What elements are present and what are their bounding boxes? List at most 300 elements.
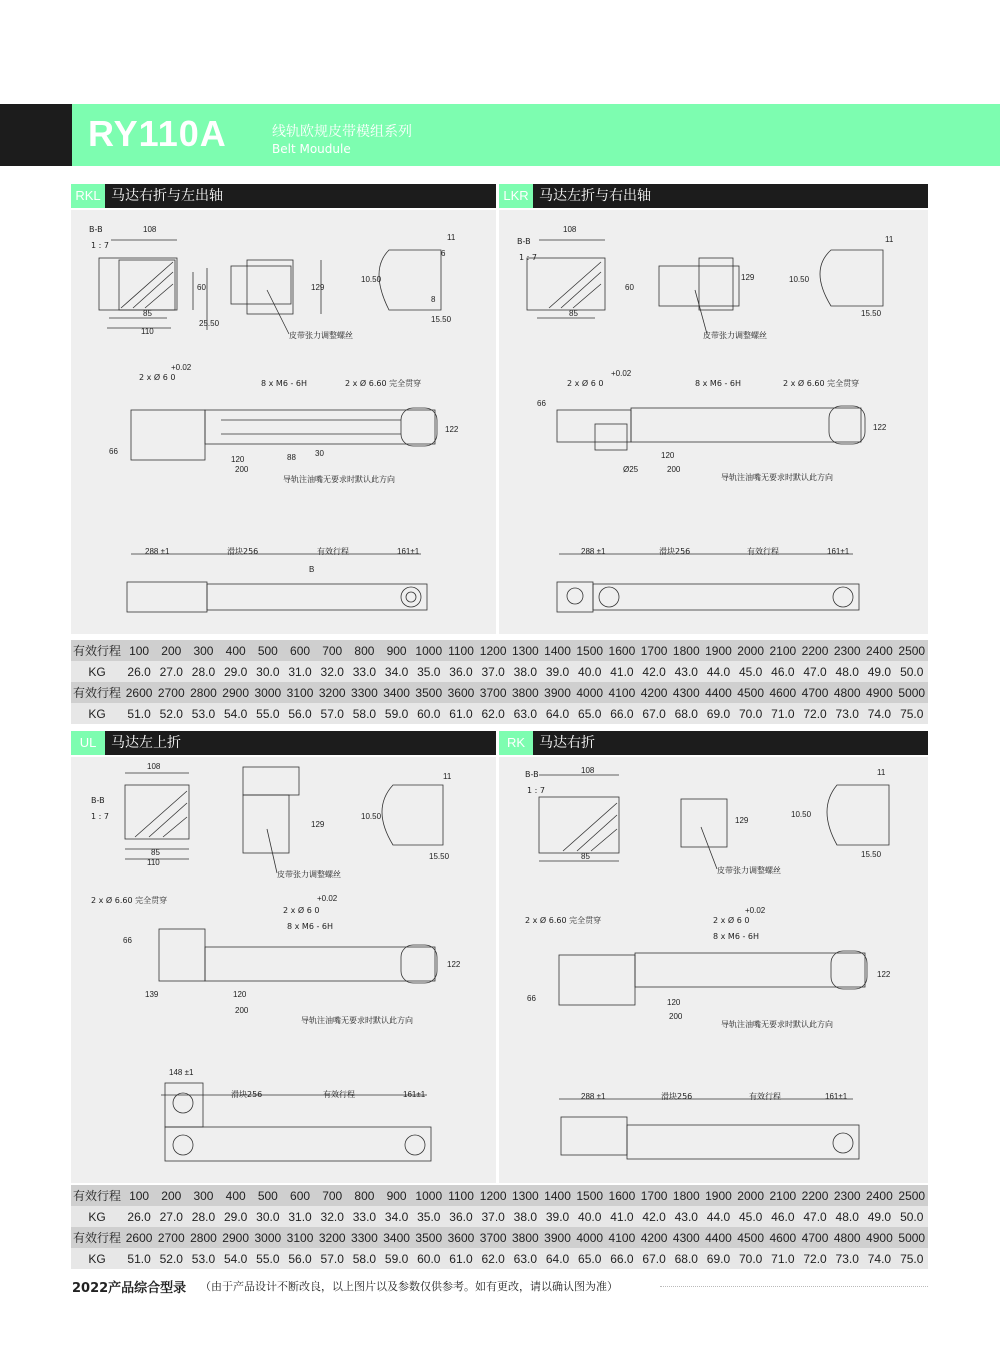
dim-120: 120 [231, 455, 245, 464]
table-cell: 2200 [799, 1185, 831, 1206]
table-cell: 59.0 [381, 703, 413, 724]
dim-11: 11 [885, 235, 894, 244]
dim-200: 200 [669, 1012, 683, 1021]
table-cell: 57.0 [316, 703, 348, 724]
table-cell: 34.0 [381, 1206, 413, 1227]
table-cell: 3700 [477, 1227, 509, 1248]
dim-148: 148 ±1 [169, 1068, 194, 1077]
dim-129: 129 [311, 283, 325, 292]
dim-161: 161±1 [827, 547, 850, 556]
table-cell: 100 [123, 640, 155, 661]
table-cell: 55.0 [252, 1248, 284, 1269]
hole-spec: 8 x M6 - 6H [713, 932, 759, 941]
table-cell: 56.0 [284, 1248, 316, 1269]
through-spec: 2 x Ø 6.60 完全贯穿 [525, 916, 602, 925]
table-cell: 33.0 [348, 661, 380, 682]
row-label: 有效行程 [71, 682, 123, 703]
table-cell: 2000 [735, 640, 767, 661]
dim-10-50: 10.50 [789, 275, 810, 284]
table-cell: 61.0 [445, 703, 477, 724]
section-view-box [99, 258, 177, 310]
table-cell: 63.0 [509, 1248, 541, 1269]
table-cell: 3800 [509, 682, 541, 703]
table-cell: 5000 [896, 682, 929, 703]
table-cell: 62.0 [477, 1248, 509, 1269]
section-code: RKL [71, 184, 105, 208]
table-cell: 75.0 [896, 703, 929, 724]
rail-elevation [207, 584, 427, 610]
dim-110: 110 [147, 858, 160, 867]
rail-plan [205, 410, 435, 444]
table-cell: 3000 [252, 682, 284, 703]
header-black-block [0, 104, 72, 166]
table-cell: 53.0 [187, 1248, 219, 1269]
stroke-label: 有效行程 [747, 547, 779, 556]
table-cell: 45.0 [735, 1206, 767, 1227]
dim-122: 122 [445, 425, 459, 434]
table-cell: 34.0 [381, 661, 413, 682]
table-cell: 4000 [574, 682, 606, 703]
oil-note: 导轨注油嘴无要求时默认此方向 [283, 475, 395, 484]
table-cell: 65.0 [574, 703, 606, 724]
table-cell: 53.0 [187, 703, 219, 724]
table-cell: 2500 [896, 1185, 929, 1206]
table-cell: 3800 [509, 1227, 541, 1248]
pin-spec: 2 x Ø 6 0 [713, 916, 750, 925]
table-cell: 4300 [670, 682, 702, 703]
table-cell: 31.0 [284, 1206, 316, 1227]
through-spec: 2 x Ø 6.60 完全贯穿 [345, 379, 422, 388]
motor-body [231, 266, 291, 304]
table-cell: 43.0 [670, 1206, 702, 1227]
dim-15-50: 15.50 [861, 850, 882, 859]
table-cell: 1800 [670, 640, 702, 661]
section-label: B-B [525, 770, 539, 779]
table-cell: 4800 [831, 682, 863, 703]
table-cell: 900 [381, 1185, 413, 1206]
dim-66: 66 [537, 399, 546, 408]
table-cell: 800 [348, 1185, 380, 1206]
table-cell: 2700 [155, 682, 187, 703]
table-cell: 2600 [123, 1227, 155, 1248]
table-cell: 4000 [574, 1227, 606, 1248]
dim-66: 66 [123, 936, 132, 945]
table-cell: 2900 [220, 682, 252, 703]
table-cell: 38.0 [509, 1206, 541, 1227]
table-cell: 3400 [381, 1227, 413, 1248]
section-bar-ul [71, 731, 496, 755]
table-cell: 4700 [799, 682, 831, 703]
section-code: UL [71, 731, 105, 755]
dim-10-50: 10.50 [791, 810, 812, 819]
kg-row [71, 1248, 928, 1269]
belt-tension-note: 皮带张力调整螺丝 [717, 866, 781, 875]
hole-spec: 8 x M6 - 6H [287, 922, 333, 931]
table-cell: 1000 [413, 1185, 445, 1206]
dim-66: 66 [527, 994, 536, 1003]
table-cell: 300 [187, 640, 219, 661]
through-spec: 2 x Ø 6.60 完全贯穿 [783, 379, 860, 388]
table-cell: 59.0 [381, 1248, 413, 1269]
table-cell: 73.0 [831, 1248, 863, 1269]
hole-spec: 8 x M6 - 6H [695, 379, 741, 388]
table-cell: 42.0 [638, 1206, 670, 1227]
drawing-panel-lkr [499, 210, 928, 634]
dim-110: 110 [141, 327, 154, 336]
table-cell: 2100 [767, 640, 799, 661]
table-cell: 4700 [799, 1227, 831, 1248]
table-cell: 51.0 [123, 703, 155, 724]
table-cell: 30.0 [252, 661, 284, 682]
series-title-en: Belt Moudule [272, 142, 351, 156]
dim-161: 161±1 [397, 547, 420, 556]
table-cell: 39.0 [541, 661, 573, 682]
section-bar-rk [499, 731, 928, 755]
table-cell: 3100 [284, 682, 316, 703]
oil-note: 导轨注油嘴无要求时默认此方向 [721, 1020, 833, 1029]
table-cell: 67.0 [638, 703, 670, 724]
table-cell: 32.0 [316, 1206, 348, 1227]
slider-label: 滑块256 [659, 547, 691, 556]
technical-drawing-rkl [71, 210, 496, 634]
table-cell: 40.0 [574, 1206, 606, 1227]
footer-note: （由于产品设计不断改良，以上图片以及参数仅供参考。如有更改，请以确认图为准） [200, 1280, 618, 1293]
dim-288: 288 ±1 [581, 1092, 606, 1101]
dim-60: 60 [197, 283, 206, 292]
table-cell: 26.0 [123, 661, 155, 682]
table-cell: 33.0 [348, 1206, 380, 1227]
dim-122: 122 [873, 423, 887, 432]
dim-139: 139 [145, 990, 159, 999]
drawing-panel-ul [71, 757, 496, 1183]
pin-spec: 2 x Ø 6 0 [567, 379, 604, 388]
dim-120: 120 [233, 990, 247, 999]
table-cell: 2300 [831, 640, 863, 661]
table-cell: 44.0 [702, 1206, 734, 1227]
through-spec: 2 x Ø 6.60 完全贯穿 [91, 896, 168, 905]
dim-288: 288 ±1 [581, 547, 606, 556]
table-cell: 32.0 [316, 661, 348, 682]
table-cell: 30.0 [252, 1206, 284, 1227]
table-cell: 1400 [541, 640, 573, 661]
belt-tension-note: 皮带张力调整螺丝 [289, 331, 353, 340]
dim-129: 129 [311, 820, 325, 829]
drawing-panel-rk [499, 757, 928, 1183]
section-title: 马达左折与右出轴 [539, 188, 651, 204]
table-cell: 31.0 [284, 661, 316, 682]
row-label: 有效行程 [71, 640, 123, 661]
table-cell: 36.0 [445, 661, 477, 682]
table-cell: 66.0 [606, 1248, 638, 1269]
technical-drawing-rk [499, 757, 928, 1183]
section-title: 马达右折 [539, 735, 595, 751]
row-label: KG [71, 661, 123, 682]
slider-label: 滑块256 [661, 1092, 693, 1101]
table-cell: 3600 [445, 682, 477, 703]
table-cell: 70.0 [735, 1248, 767, 1269]
dim-25: Ø25 [623, 465, 639, 474]
series-title-cn: 线轨欧规皮带模组系列 [272, 124, 412, 140]
table-cell: 400 [220, 1185, 252, 1206]
table-cell: 3200 [316, 1227, 348, 1248]
table-cell: 35.0 [413, 1206, 445, 1227]
table-cell: 74.0 [863, 1248, 895, 1269]
table-cell: 700 [316, 640, 348, 661]
table-cell: 70.0 [735, 703, 767, 724]
table-cell: 28.0 [187, 661, 219, 682]
slider-label: 滑块256 [227, 547, 259, 556]
table-cell: 67.0 [638, 1248, 670, 1269]
table-cell: 47.0 [799, 1206, 831, 1227]
dim-60: 60 [625, 283, 634, 292]
section-title: 马达右折与左出轴 [111, 188, 223, 204]
table-cell: 75.0 [896, 1248, 929, 1269]
table-cell: 69.0 [702, 703, 734, 724]
table-cell: 2300 [831, 1185, 863, 1206]
table-cell: 2600 [123, 682, 155, 703]
section-title: 马达左上折 [111, 735, 181, 751]
table-cell: 4500 [735, 682, 767, 703]
dim-15-50: 15.50 [861, 309, 882, 318]
table-cell: 29.0 [220, 1206, 252, 1227]
dim-288: 288 ±1 [145, 547, 170, 556]
table-cell: 500 [252, 1185, 284, 1206]
table-cell: 5000 [896, 1227, 929, 1248]
section-bar-lkr [499, 184, 928, 208]
dim-11: 11 [443, 772, 452, 781]
row-label: 有效行程 [71, 1185, 123, 1206]
table-cell: 4400 [702, 1227, 734, 1248]
table-cell: 4200 [638, 1227, 670, 1248]
dim-15-50: 15.50 [431, 315, 452, 324]
table-cell: 3900 [541, 1227, 573, 1248]
dim-11: 11 [447, 233, 456, 242]
row-label: KG [71, 703, 123, 724]
motor-plan [131, 410, 205, 460]
table-cell: 1300 [509, 640, 541, 661]
spec-table-bottom [71, 1185, 928, 1269]
table-cell: 58.0 [348, 1248, 380, 1269]
section-label: B-B [517, 237, 531, 246]
table-cell: 3300 [348, 1227, 380, 1248]
stroke-row [71, 1227, 928, 1248]
table-cell: 2700 [155, 1227, 187, 1248]
table-cell: 73.0 [831, 703, 863, 724]
drawing-panel-rkl [71, 210, 496, 634]
table-cell: 1100 [445, 1185, 477, 1206]
table-cell: 69.0 [702, 1248, 734, 1269]
dim-129: 129 [735, 816, 749, 825]
stroke-label: 有效行程 [317, 547, 349, 556]
stroke-row [71, 1185, 928, 1206]
pulley-circle [401, 587, 421, 607]
dim-161: 161±1 [825, 1092, 848, 1101]
table-cell: 57.0 [316, 1248, 348, 1269]
section-label: B-B [89, 225, 103, 234]
stroke-row [71, 640, 928, 661]
table-cell: 44.0 [702, 661, 734, 682]
table-cell: 3200 [316, 682, 348, 703]
dim-11: 11 [877, 768, 886, 777]
dim-85: 85 [143, 309, 152, 318]
table-cell: 1200 [477, 1185, 509, 1206]
table-cell: 38.0 [509, 661, 541, 682]
table-cell: 4900 [863, 1227, 895, 1248]
table-cell: 39.0 [541, 1206, 573, 1227]
dim-88: 88 [287, 453, 296, 462]
table-cell: 50.0 [896, 661, 929, 682]
table-cell: 46.0 [767, 1206, 799, 1227]
table-cell: 300 [187, 1185, 219, 1206]
oil-note: 导轨注油嘴无要求时默认此方向 [721, 473, 833, 482]
table-cell: 4400 [702, 682, 734, 703]
table-cell: 1900 [702, 1185, 734, 1206]
table-cell: 2400 [863, 640, 895, 661]
footer-rule [660, 1286, 928, 1287]
dim-85: 85 [151, 848, 160, 857]
table-cell: 64.0 [541, 1248, 573, 1269]
model-title: RY110A [88, 113, 227, 154]
technical-drawing-ul [71, 757, 496, 1183]
stroke-label: 有效行程 [749, 1092, 781, 1101]
table-cell: 54.0 [220, 703, 252, 724]
table-cell: 61.0 [445, 1248, 477, 1269]
table-cell: 4100 [606, 1227, 638, 1248]
table-cell: 2100 [767, 1185, 799, 1206]
dim-200: 200 [235, 1006, 249, 1015]
table-cell: 100 [123, 1185, 155, 1206]
stroke-label: 有效行程 [323, 1090, 355, 1099]
table-cell: 49.0 [863, 1206, 895, 1227]
kg-row [71, 661, 928, 682]
table-cell: 60.0 [413, 703, 445, 724]
table-cell: 47.0 [799, 661, 831, 682]
pin-spec: 2 x Ø 6 0 [139, 373, 176, 382]
table-cell: 58.0 [348, 703, 380, 724]
table-cell: 1800 [670, 1185, 702, 1206]
kg-row [71, 703, 928, 724]
table-cell: 2500 [896, 640, 929, 661]
table-cell: 3300 [348, 682, 380, 703]
dim-108: 108 [563, 225, 577, 234]
table-cell: 1600 [606, 640, 638, 661]
table-cell: 4600 [767, 1227, 799, 1248]
table-cell: 66.0 [606, 703, 638, 724]
table-cell: 3000 [252, 1227, 284, 1248]
table-cell: 4300 [670, 1227, 702, 1248]
table-cell: 4500 [735, 1227, 767, 1248]
table-cell: 72.0 [799, 703, 831, 724]
table-cell: 3100 [284, 1227, 316, 1248]
table-cell: 27.0 [155, 1206, 187, 1227]
table-cell: 35.0 [413, 661, 445, 682]
table-cell: 500 [252, 640, 284, 661]
table-cell: 2200 [799, 640, 831, 661]
technical-drawing-lkr [499, 210, 928, 634]
table-cell: 700 [316, 1185, 348, 1206]
table-cell: 2000 [735, 1185, 767, 1206]
hole-spec: 8 x M6 - 6H [261, 379, 307, 388]
table-cell: 48.0 [831, 1206, 863, 1227]
table-cell: 1700 [638, 1185, 670, 1206]
dim-10-50: 10.50 [361, 275, 382, 284]
dim-161: 161±1 [403, 1090, 426, 1099]
table-cell: 3700 [477, 682, 509, 703]
dim-122: 122 [877, 970, 891, 979]
table-cell: 55.0 [252, 703, 284, 724]
table-cell: 1500 [574, 1185, 606, 1206]
table-cell: 43.0 [670, 661, 702, 682]
table-cell: 4800 [831, 1227, 863, 1248]
table-cell: 3500 [413, 1227, 445, 1248]
scale-label: 1 : 7 [91, 812, 109, 821]
row-label: KG [71, 1206, 123, 1227]
table-cell: 3900 [541, 682, 573, 703]
table-cell: 3500 [413, 682, 445, 703]
table-cell: 1600 [606, 1185, 638, 1206]
scale-label: 1 : 7 [527, 786, 545, 795]
table-cell: 2800 [187, 1227, 219, 1248]
table-cell: 400 [220, 640, 252, 661]
table-cell: 49.0 [863, 661, 895, 682]
dim-30: 30 [315, 449, 324, 458]
stroke-row [71, 682, 928, 703]
dim-85: 85 [569, 309, 578, 318]
slider-label: 滑块256 [231, 1090, 263, 1099]
table-cell: 200 [155, 1185, 187, 1206]
scale-label: 1 : 7 [91, 241, 109, 250]
section-code: RK [499, 731, 533, 755]
table-cell: 1500 [574, 640, 606, 661]
table-cell: 42.0 [638, 661, 670, 682]
pin-spec: 2 x Ø 6 0 [283, 906, 320, 915]
table-cell: 65.0 [574, 1248, 606, 1269]
table-cell: 1000 [413, 640, 445, 661]
table-cell: 52.0 [155, 1248, 187, 1269]
table-cell: 4200 [638, 682, 670, 703]
kg-row [71, 1206, 928, 1227]
table-cell: 1300 [509, 1185, 541, 1206]
section-bar-rkl [71, 184, 496, 208]
table-cell: 26.0 [123, 1206, 155, 1227]
table-cell: 64.0 [541, 703, 573, 724]
dim-122: 122 [447, 960, 461, 969]
tolerance-note: +0.02 [171, 363, 192, 372]
table-cell: 54.0 [220, 1248, 252, 1269]
table-cell: 36.0 [445, 1206, 477, 1227]
table-cell: 46.0 [767, 661, 799, 682]
table-cell: 4600 [767, 682, 799, 703]
row-label: 有效行程 [71, 1227, 123, 1248]
table-cell: 37.0 [477, 1206, 509, 1227]
dim-200: 200 [235, 465, 249, 474]
dim-15-50: 15.50 [429, 852, 450, 861]
tolerance-note: +0.02 [611, 369, 632, 378]
table-cell: 800 [348, 640, 380, 661]
table-cell: 41.0 [606, 661, 638, 682]
table-cell: 68.0 [670, 703, 702, 724]
table-cell: 900 [381, 640, 413, 661]
table-cell: 4100 [606, 682, 638, 703]
dim-108: 108 [147, 762, 161, 771]
table-cell: 3600 [445, 1227, 477, 1248]
oil-note: 导轨注油嘴无要求时默认此方向 [301, 1016, 413, 1025]
idler-end [401, 408, 437, 446]
table-cell: 200 [155, 640, 187, 661]
dim-200: 200 [667, 465, 681, 474]
belt-tension-note: 皮带张力调整螺丝 [703, 331, 767, 340]
dim-66: 66 [109, 447, 118, 456]
